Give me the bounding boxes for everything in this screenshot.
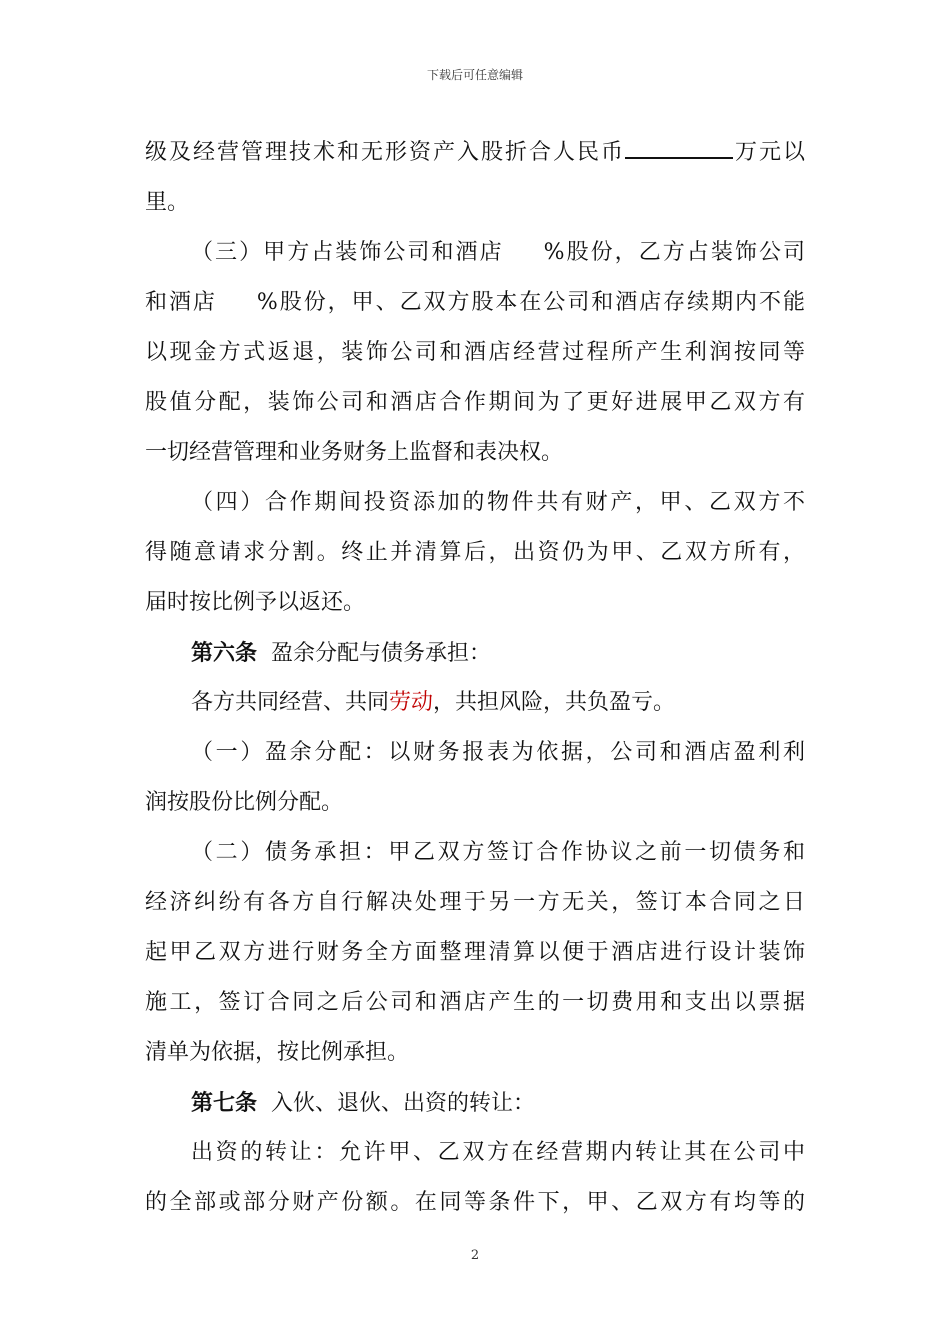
text-line: 经济纠纷有各方自行解决处理于另一方无关，签订本合同之日 — [145, 890, 805, 915]
highlighted-word: 劳动 — [389, 690, 434, 715]
article-number: 第六条 — [191, 640, 258, 666]
text-span: ，共担风险，共负盈亏。 — [433, 690, 676, 715]
document-body — [145, 128, 805, 1228]
text-line: 润按股份比例分配。 — [145, 790, 344, 815]
text-line: （二）债务承担：甲乙双方签订合作协议之前一切债务和 — [191, 840, 805, 865]
text-line: 施工，签订合同之后公司和酒店产生的一切费用和支出以票据 — [145, 990, 805, 1015]
article-number: 第七条 — [191, 1090, 258, 1116]
text-line: （一）盈余分配：以财务报表为依据，公司和酒店盈利利 — [191, 740, 805, 765]
fill-in-blank — [625, 131, 733, 159]
text-line — [145, 128, 805, 178]
text-line: 得随意请求分割。终止并清算后，出资仍为甲、乙双方所有， — [145, 540, 805, 565]
text-span: （三）甲方占装饰公司和酒店 — [191, 240, 504, 265]
text-line: 出资的转让：允许甲、乙双方在经营期内转让其在公司中 — [191, 1140, 805, 1165]
text-line: 的全部或部分财产份额。在同等条件下，甲、乙双方有均等的 — [145, 1190, 805, 1215]
article-title: 入伙、退伙、出资的转让： — [271, 1091, 536, 1116]
text-span: 各方共同经营、共同 — [191, 690, 390, 715]
page-header: 下载后可任意编辑 — [426, 68, 523, 82]
text-span: %股份，乙方占装饰公司 — [543, 240, 805, 265]
text-line: （四）合作期间投资添加的物件共有财产，甲、乙双方不 — [191, 490, 805, 515]
text-span: %股份，甲、乙双方股本在公司和酒店存续期内不能 — [256, 290, 805, 315]
text-line: 届时按比例予以返还。 — [145, 590, 366, 615]
text-line: 里。 — [145, 190, 190, 215]
text-line: 起甲乙双方进行财务全方面整理清算以便于酒店进行设计装饰 — [145, 940, 805, 965]
text-line: 清单为依据，按比例承担。 — [145, 1040, 410, 1065]
text-line — [145, 678, 805, 728]
article-heading — [145, 628, 805, 678]
text-line: 股值分配，装饰公司和酒店合作期间为了更好进展甲乙双方有 — [145, 390, 805, 415]
text-span: 万元以 — [732, 140, 805, 165]
page-number: 2 — [470, 1248, 480, 1263]
text-line — [145, 228, 805, 278]
article-title: 盈余分配与债务承担： — [271, 641, 492, 666]
article-heading — [145, 1078, 805, 1128]
text-line: 一切经营管理和业务财务上监督和表决权。 — [145, 440, 564, 465]
text-line: 以现金方式返退，装饰公司和酒店经营过程所产生利润按同等 — [145, 340, 805, 365]
text-span: 级及经营管理技术和无形资产入股折合人民币 — [145, 140, 625, 165]
text-span: 和酒店 — [145, 290, 217, 315]
text-line — [145, 278, 805, 328]
